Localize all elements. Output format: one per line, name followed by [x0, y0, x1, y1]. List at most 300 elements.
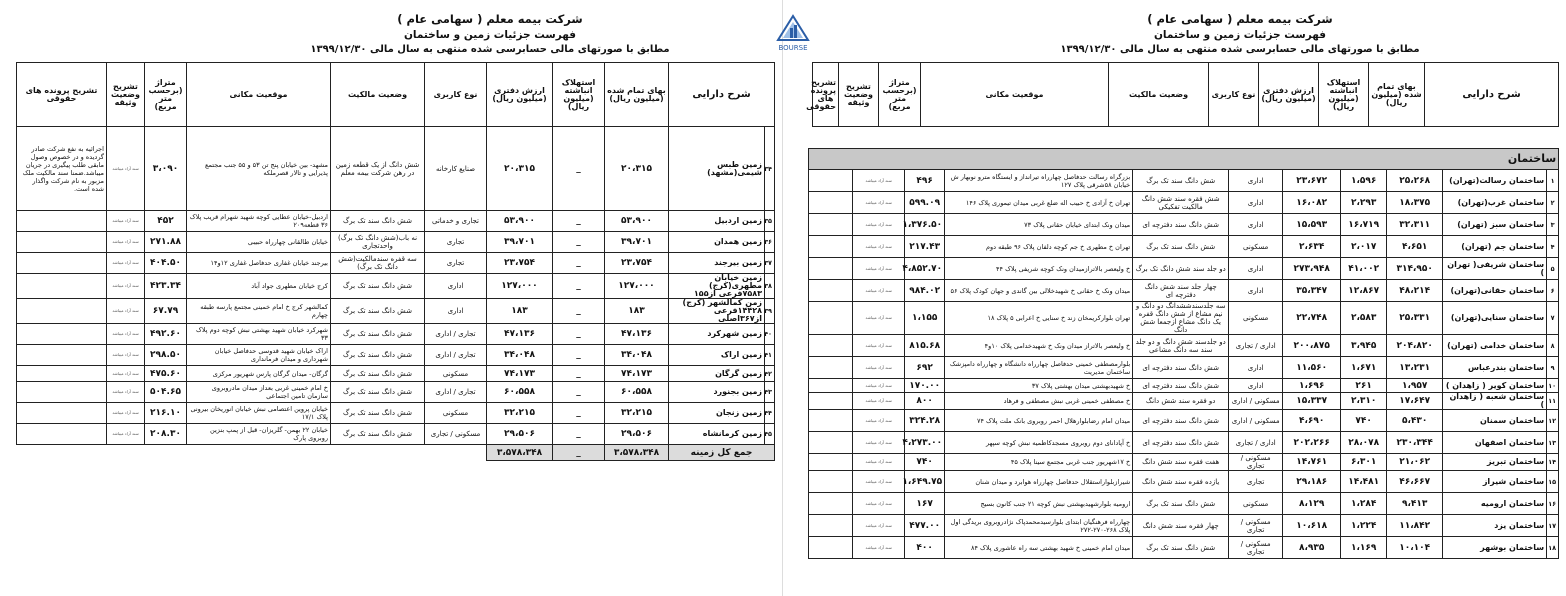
area-value: ۴۹۶	[905, 170, 945, 192]
cost-value: ۵۳،۹۰۰	[605, 211, 669, 232]
area-value: ۴۲۳.۳۴	[145, 274, 187, 299]
usage-type: تجاری و خدماتی	[425, 211, 487, 232]
depr-value: ۱،۲۲۴	[1341, 515, 1387, 537]
area-value: ۱۶۷	[905, 493, 945, 515]
building-row	[809, 357, 1559, 379]
building-row	[809, 379, 1559, 393]
land-row	[17, 424, 775, 445]
col-ownership: وضعیت مالکیت	[331, 63, 425, 127]
asset-name: ساختمان تبریز	[1443, 454, 1547, 471]
area-value: ۳۲۴.۲۸	[905, 410, 945, 432]
asset-name: ساختمان شریفی( تهران )	[1443, 258, 1547, 280]
land-row	[17, 403, 775, 424]
area-value: ۳،۰۹۰	[145, 127, 187, 211]
building-row	[809, 515, 1559, 537]
legal-note	[809, 214, 853, 236]
depr-value: ۲،۲۹۳	[1341, 192, 1387, 214]
asset-name: زمین اردبیل	[669, 211, 765, 232]
building-row	[809, 393, 1559, 410]
land-row	[17, 324, 775, 345]
asset-name: زمین گرگان	[669, 366, 765, 382]
asset-name: زمین شهرکرد	[669, 324, 765, 345]
ownership-status: چهار فقره سند شش دانگ	[1133, 515, 1229, 537]
asset-name: ساختمان ارومیه	[1443, 493, 1547, 515]
ownership-status: شش دانگ سند تک برگ	[331, 424, 425, 445]
asset-name: ساختمان بوشهر	[1443, 537, 1547, 559]
doc-status: سند آزاد میباشد	[853, 410, 905, 432]
ownership-status: شش دانگ سند تک برگ	[331, 211, 425, 232]
location-text: خ آپادانای دوم روبروی مسجدکاظمیه نبش کوچه سپهر	[945, 432, 1133, 454]
location-text: خ شهیدبهشتی میدان بهشتی پلاک ۳۷	[945, 379, 1133, 393]
row-index: ۳۸	[765, 274, 775, 299]
cost-value: ۱،۹۵۷	[1387, 379, 1443, 393]
usage-type: مسکونی	[1229, 493, 1283, 515]
row-index: ۱۱	[1547, 393, 1559, 410]
asset-name: ساختمان شیراز	[1443, 471, 1547, 493]
ownership-status: شش دانگ سند تک برگ	[331, 366, 425, 382]
location-text: تهران خ مطهری خ جم کوچه دلفان پلاک ۹۶ طبقه دوم	[945, 236, 1133, 258]
depr-value: _	[553, 211, 605, 232]
ownership-status: شش دانگ سند تک برگ	[1133, 537, 1229, 559]
area-value: ۲۹۸.۵۰	[145, 345, 187, 366]
depr-value: ۱،۲۸۴	[1341, 493, 1387, 515]
row-index: ۱۲	[1547, 410, 1559, 432]
usage-type: تجاری	[1229, 471, 1283, 493]
cost-value: ۷۴،۱۷۳	[605, 366, 669, 382]
col-location-right: موقعیت مکانی	[921, 63, 1109, 127]
depr-value: _	[553, 366, 605, 382]
area-value: ۵۹۹.۰۹	[905, 192, 945, 214]
doc-status: سند آزاد میباشد	[853, 432, 905, 454]
doc-status: سند آزاد میباشد	[853, 258, 905, 280]
ownership-status: شش دانگ سند دفترچه ای	[1133, 410, 1229, 432]
depr-value: _	[553, 424, 605, 445]
location-text: شهرکرد خیابان شهید بهشتی نبش کوچه دوم پلاک ۳۳	[187, 324, 331, 345]
usage-type: اداری	[1229, 280, 1283, 302]
book-value: ۱۵،۳۳۷	[1283, 393, 1341, 410]
location-text: چهارراه فرهنگیان ابتدای بلوارسیدمحمدپاک نژادروبروی بریدگی اول پلاک ۲۶۸-۲۷۰-۲۷۲	[945, 515, 1133, 537]
area-value: ۴۹۲.۶۰	[145, 324, 187, 345]
area-value: ۴،۸۵۲.۷۰	[905, 258, 945, 280]
col-legal-right: تشریح پرونده های حقوقی	[813, 63, 839, 127]
area-value: ۱،۱۵۵	[905, 302, 945, 335]
book-value: ۲۰،۳۱۵	[487, 127, 553, 211]
doc-status: سند آزاد میباشد	[853, 393, 905, 410]
cost-value: ۳۱۴،۹۵۰	[1387, 258, 1443, 280]
row-index: ۹	[1547, 357, 1559, 379]
row-index: ۳۴	[765, 127, 775, 211]
doc-status: سند آزاد میباشد	[853, 280, 905, 302]
usage-type: مسکونی	[1229, 236, 1283, 258]
usage-type: اداری	[1229, 379, 1283, 393]
building-row	[809, 537, 1559, 559]
building-row	[809, 170, 1559, 192]
depr-value: ۲۶۱	[1341, 379, 1387, 393]
location-text: میدان امام رضابلوارهلال احمر روبروی بانک ملت پلاک ۷۴	[945, 410, 1133, 432]
asset-name: ساختمان جم (تهران)	[1443, 236, 1547, 258]
depr-value: _	[553, 299, 605, 324]
legal-note	[809, 280, 853, 302]
book-value: ۳۲،۲۱۵	[487, 403, 553, 424]
doc-status: سند آزاد میباشد	[853, 493, 905, 515]
book-value: ۱۲۷،۰۰۰	[487, 274, 553, 299]
asset-name: ساختمان حقانی(تهران)	[1443, 280, 1547, 302]
row-index: ۲	[1547, 192, 1559, 214]
section-row	[809, 149, 1559, 170]
location-text: کمالشهر کرج خ امام خمینی مجتمع پارسه طبقه چهارم	[187, 299, 331, 324]
area-value: ۴،۲۷۳.۰۰	[905, 432, 945, 454]
building-row	[809, 192, 1559, 214]
section-title: ساختمان	[809, 149, 1559, 170]
usage-type: اداری / تجاری	[1229, 335, 1283, 357]
cost-value: ۴۸،۲۱۴	[1387, 280, 1443, 302]
area-value: ۴۷۷.۰۰	[905, 515, 945, 537]
ownership-status: شش فقره سند شش دانگ مالکیت تفکیکی	[1133, 192, 1229, 214]
row-index: ۱۷	[1547, 515, 1559, 537]
usage-type: اداری	[1229, 258, 1283, 280]
usage-type: مسکونی / تجاری	[1229, 515, 1283, 537]
cost-value: ۲۱،۰۶۲	[1387, 454, 1443, 471]
ownership-status: شش دانگ سند تک برگ	[331, 274, 425, 299]
legal-note	[809, 302, 853, 335]
doc-status: سند آزاد میباشد	[107, 424, 145, 445]
legal-note	[17, 274, 107, 299]
legal-note	[809, 493, 853, 515]
location-text: خیابان پروین اعتصامی نبش خیابان انوریخان بیرونی پلاک ۱۷/۱	[187, 403, 331, 424]
usage-type: مسکونی / اداری	[1229, 393, 1283, 410]
legal-note	[809, 432, 853, 454]
location-text: بلوارمصطفی خمینی حدفاصل چهارراه دانشگاه و چهارراه دامپزشک ساختمان مدیریت	[945, 357, 1133, 379]
location-text: کرج خیابان مطهری جواد آباد	[187, 274, 331, 299]
land-row	[17, 382, 775, 403]
usage-type: اداری	[1229, 214, 1283, 236]
area-value: ۲۱۷.۴۳	[905, 236, 945, 258]
ownership-status: شش دانگ سند تک برگ	[1133, 493, 1229, 515]
doc-status: سند آزاد میباشد	[853, 170, 905, 192]
asset-name: ساختمان سمنان	[1443, 410, 1547, 432]
ownership-status: شش دانگ از یک قطعه زمین در رهن شرکت بیمه معلم	[331, 127, 425, 211]
book-value: ۱۵،۵۹۳	[1283, 214, 1341, 236]
land-row	[17, 366, 775, 382]
total-depr: _	[553, 445, 605, 461]
ownership-status: دو جلدسند شش دانگ و دو جلد سند سه دانگ مشاعی	[1133, 335, 1229, 357]
depr-value: _	[553, 345, 605, 366]
asset-name: زمین کرمانشاه	[669, 424, 765, 445]
building-row	[809, 335, 1559, 357]
building-header-table	[806, 62, 1559, 127]
location-text: خ مصطفی خمینی غربی نبش مصطفی و فرهاد	[945, 393, 1133, 410]
row-index: ۳۹	[765, 299, 775, 324]
left-header	[270, 12, 710, 55]
depr-value: ۱۶،۷۱۹	[1341, 214, 1387, 236]
book-value: ۵۳،۹۰۰	[487, 211, 553, 232]
location-text: اراک خیابان شهید قدوسی حدفاصل خیابان شهرداری و میدان فرمانداری	[187, 345, 331, 366]
depr-value: ۱،۵۹۶	[1341, 170, 1387, 192]
cost-value: ۲۰۴،۸۲۰	[1387, 335, 1443, 357]
location-text: میدان ونک خ حقانی خ شهیدخلالی بین گاندی و جهان کودک پلاک ۵۶	[945, 280, 1133, 302]
cost-value: ۲۰،۳۱۵	[605, 127, 669, 211]
depr-value: _	[553, 274, 605, 299]
legal-note: اجرائیه به نفع شرکت صادر گردیده و در خصوص وصول مابقی طلب پیگیری در جریان میباشد.ضمنا سند مالکیت ملک مزبور به نام شرکت واگذار شده است.	[17, 127, 107, 211]
col-book: ارزش دفتری (میلیون ریال)	[487, 63, 553, 127]
usage-type: مسکونی	[1229, 302, 1283, 335]
asset-name: ساختمان اصفهان	[1443, 432, 1547, 454]
row-index: ۴۴	[765, 403, 775, 424]
area-value: ۱،۶۴۹.۷۵	[905, 471, 945, 493]
row-index: ۳۷	[765, 253, 775, 274]
ownership-status: هفت فقره سند شش دانگ	[1133, 454, 1229, 471]
area-value: ۲۱۶.۱۰	[145, 403, 187, 424]
depr-value: _	[553, 253, 605, 274]
asset-name: زمین بیرجند	[669, 253, 765, 274]
depr-value: _	[553, 232, 605, 253]
ownership-status: شش دانگ سند تک برگ	[331, 345, 425, 366]
area-value: ۴۵۲	[145, 211, 187, 232]
col-depr: استهلاک انباشته (میلیون ریال)	[553, 63, 605, 127]
doc-status: سند آزاد میباشد	[853, 236, 905, 258]
book-value: ۱،۶۹۶	[1283, 379, 1341, 393]
doc-status: سند آزاد میباشد	[107, 211, 145, 232]
row-index: ۴۱	[765, 345, 775, 366]
book-value: ۲۹،۱۸۶	[1283, 471, 1341, 493]
asset-name: ساختمان یزد	[1443, 515, 1547, 537]
bourse-logo-icon	[770, 14, 816, 56]
land-row	[17, 345, 775, 366]
area-value: ۸۰۰	[905, 393, 945, 410]
location-text: گرگان- میدان گرگان پارس شهریور مرکزی	[187, 366, 331, 382]
building-row	[809, 280, 1559, 302]
doc-status: سند آزاد میباشد	[853, 192, 905, 214]
book-value: ۱۱،۵۶۰	[1283, 357, 1341, 379]
cost-value: ۲۵،۲۶۸	[1387, 170, 1443, 192]
row-index: ۸	[1547, 335, 1559, 357]
book-value: ۱۸۳	[487, 299, 553, 324]
row-index: ۳	[1547, 214, 1559, 236]
doc-status: سند آزاد میباشد	[107, 253, 145, 274]
doc-status: سند آزاد میباشد	[853, 537, 905, 559]
doc-status: سند آزاد میباشد	[853, 454, 905, 471]
cost-value: ۲۵،۳۳۱	[1387, 302, 1443, 335]
legal-note	[809, 357, 853, 379]
cost-value: ۱۲۷،۰۰۰	[605, 274, 669, 299]
legal-note	[809, 379, 853, 393]
depr-value: ۲۸،۰۷۸	[1341, 432, 1387, 454]
land-row	[17, 253, 775, 274]
location-text: خیابان طالقانی چهارراه حبیبی	[187, 232, 331, 253]
book-value: ۱۰،۶۱۸	[1283, 515, 1341, 537]
usage-type: مسکونی	[425, 366, 487, 382]
book-value: ۳۴،۰۴۸	[487, 345, 553, 366]
usage-type: مسکونی / تجاری	[1229, 537, 1283, 559]
legal-note	[809, 335, 853, 357]
legal-note	[17, 253, 107, 274]
legal-note	[17, 345, 107, 366]
doc-status: سند آزاد میباشد	[107, 382, 145, 403]
doc-status: سند آزاد میباشد	[107, 403, 145, 424]
ownership-status: نه باب(شش دانگ تک برگ) واحدتجاری	[331, 232, 425, 253]
usage-type: اداری	[1229, 357, 1283, 379]
cost-value: ۵،۴۳۰	[1387, 410, 1443, 432]
cost-value: ۱۸،۳۷۵	[1387, 192, 1443, 214]
legal-note	[17, 211, 107, 232]
location-text: خ ولیعصر بالاتراز میدان ونک خ شهیدخدامی پلاک ۱۰و۴	[945, 335, 1133, 357]
doc-status: سند آزاد میباشد	[107, 366, 145, 382]
ownership-status: شش دانگ سند تک برگ	[1133, 170, 1229, 192]
cost-value: ۳۹،۷۰۱	[605, 232, 669, 253]
report-title-right: فهرست جزئیات زمین و ساختمان	[1153, 29, 1327, 41]
usage-type: اداری / تجاری	[1229, 432, 1283, 454]
total-book: ۳،۵۷۸،۳۴۸	[487, 445, 553, 461]
row-index: ۱۸	[1547, 537, 1559, 559]
building-table	[808, 148, 1559, 559]
usage-type: اداری	[425, 274, 487, 299]
legal-note	[809, 170, 853, 192]
doc-status: سند آزاد میباشد	[853, 379, 905, 393]
depr-value: ۷۴۰	[1341, 410, 1387, 432]
location-text: تهران خ آزادی خ حبیب اله ضلع غربی میدان تیموری پلاک ۱۴۶	[945, 192, 1133, 214]
bourse-logo	[770, 14, 816, 56]
location-text: خیابان ۲۲ بهمن- گلریزان- قبل از پمپ بنزین روبروی پارک	[187, 424, 331, 445]
asset-name: زمین طبس شیمی(مشهد)	[669, 127, 765, 211]
total-row	[17, 445, 775, 461]
col-area-right: متراژ (برحسب متر مربع)	[879, 63, 921, 127]
row-index: ۱۵	[1547, 471, 1559, 493]
usage-type: اداری	[1229, 170, 1283, 192]
legal-note	[17, 324, 107, 345]
legal-note	[809, 454, 853, 471]
land-row	[17, 299, 775, 324]
usage-type: تجاری / اداری	[425, 345, 487, 366]
row-index: ۵	[1547, 258, 1559, 280]
building-row	[809, 471, 1559, 493]
building-row	[809, 302, 1559, 335]
report-subtitle: مطابق با صورتهای مالی حسابرسی شده منتهی به سال مالی ۱۳۹۹/۱۲/۳۰	[310, 44, 670, 55]
ownership-status: سه جلدسندششدانگ دو دانگ و نیم مشاع از شش دانگ قفره یک دانگ مشاع ازجمعا شش دانگ	[1133, 302, 1229, 335]
asset-name: زمن کمالشهر (کرج) ۱۴۴۲۸فرعی از۳۶۷اصلی	[669, 299, 765, 324]
col-usage-right: نوع کاربری	[1209, 63, 1259, 127]
row-index: ۴۲	[765, 366, 775, 382]
building-row	[809, 214, 1559, 236]
usage-type: تجاری	[425, 232, 487, 253]
cost-value: ۴۶،۶۶۷	[1387, 471, 1443, 493]
legal-note	[809, 258, 853, 280]
book-value: ۳۹،۷۰۱	[487, 232, 553, 253]
col-location: موقعیت مکانی	[187, 63, 331, 127]
row-index: ۴۳	[765, 382, 775, 403]
ownership-status: شش دانگ سند تک برگ	[331, 324, 425, 345]
area-value: ۷۴۰	[905, 454, 945, 471]
ownership-status: شش دانگ سند تک برگ	[331, 382, 425, 403]
legal-note	[809, 236, 853, 258]
usage-type: مسکونی / تجاری	[1229, 454, 1283, 471]
depr-value: ۲،۵۸۳	[1341, 302, 1387, 335]
book-value: ۸،۹۳۵	[1283, 537, 1341, 559]
depr-value: _	[553, 403, 605, 424]
asset-name: زمین زنجان	[669, 403, 765, 424]
col-area: متراژ (برحسب متر مربع)	[145, 63, 187, 127]
location-text: ارومیه بلوارشهیدبهشتی نبش کوچه ۲۱ جنب کانون بسیج	[945, 493, 1133, 515]
legal-note	[17, 424, 107, 445]
legal-note	[809, 410, 853, 432]
cost-value: ۲۳،۷۵۴	[605, 253, 669, 274]
asset-name: زمین همدان	[669, 232, 765, 253]
cost-value: ۳۲،۳۱۱	[1387, 214, 1443, 236]
area-value: ۹۸۴.۰۲	[905, 280, 945, 302]
location-text: اردبیل-خیابان عطایی کوچه شهید شهرام قریب پلاک ۳۶ قطعه۲۰۹	[187, 211, 331, 232]
logo-text: BOURSE	[778, 44, 808, 52]
doc-status: سند آزاد میباشد	[107, 345, 145, 366]
location-text: شیرازبلواراستقلال حدفاصل چهارراه هوابرد و میدان شنان	[945, 471, 1133, 493]
cost-value: ۳۴،۰۴۸	[605, 345, 669, 366]
legal-note	[17, 232, 107, 253]
area-value: ۴۷۵.۶۰	[145, 366, 187, 382]
location-text: بزرگراه رسالت حدفاصل چهارراه تیرانداز و ایستگاه مترو نوبهار ش خیابان ۵۸شرقی پلاک ۱۲۷	[945, 170, 1133, 192]
doc-status: سند آزاد میباشد	[107, 232, 145, 253]
ownership-status: شش دانگ سند دفترچه ای	[1133, 214, 1229, 236]
depr-value: ۲،۳۱۰	[1341, 393, 1387, 410]
row-index: ۶	[1547, 280, 1559, 302]
asset-name: ساختمان سنایی(تهران)	[1443, 302, 1547, 335]
col-ownership-right: وضعیت مالکیت	[1109, 63, 1209, 127]
depr-value: ۱۴،۴۸۱	[1341, 471, 1387, 493]
doc-status: سند آزاد میباشد	[853, 302, 905, 335]
legal-note	[17, 299, 107, 324]
usage-type: مسکونی	[425, 403, 487, 424]
col-legal: تشریح پرونده های حقوقی	[17, 63, 107, 127]
col-cost: بهای تمام شده (میلیون ریال)	[605, 63, 669, 127]
usage-type: مسکونی / اداری	[1229, 410, 1283, 432]
area-value: ۶۹۲	[905, 357, 945, 379]
row-index: ۷	[1547, 302, 1559, 335]
ownership-status: دو فقره سند شش دانگ	[1133, 393, 1229, 410]
legal-note	[17, 403, 107, 424]
usage-type: اداری	[425, 299, 487, 324]
cost-value: ۱۳،۲۳۱	[1387, 357, 1443, 379]
ownership-status: شش دانگ سند دفترچه ای	[1133, 432, 1229, 454]
depr-value: ۱،۱۶۹	[1341, 537, 1387, 559]
row-index: ۱۴	[1547, 454, 1559, 471]
usage-type: مسکونی / تجاری	[425, 424, 487, 445]
book-value: ۷۴،۱۷۳	[487, 366, 553, 382]
land-table	[16, 62, 775, 461]
book-value: ۲۳،۷۵۴	[487, 253, 553, 274]
cost-value: ۹،۴۱۳	[1387, 493, 1443, 515]
legal-note	[809, 471, 853, 493]
asset-name: ساختمان سبز (تهران)	[1443, 214, 1547, 236]
asset-name: زمین اراک	[669, 345, 765, 366]
asset-name: ساختمان کویر ( زاهدان )	[1443, 379, 1547, 393]
cost-value: ۳۲،۲۱۵	[605, 403, 669, 424]
book-value: ۲۷۳،۹۴۸	[1283, 258, 1341, 280]
usage-type: تجاری	[425, 253, 487, 274]
building-row	[809, 258, 1559, 280]
asset-name: ساختمان شعبه ( زاهدان )	[1443, 393, 1547, 410]
asset-name: زمین بجنورد	[669, 382, 765, 403]
usage-type: اداری	[1229, 192, 1283, 214]
depr-value: ۳،۹۴۵	[1341, 335, 1387, 357]
col-cost-right: بهای تمام شده (میلیون ریال)	[1369, 63, 1425, 127]
building-row	[809, 410, 1559, 432]
location-text: خ ولیعصر بالاترازمیدان ونک کوچه شریفی پلاک ۴۴	[945, 258, 1133, 280]
book-value: ۱۴،۷۶۱	[1283, 454, 1341, 471]
building-row	[809, 493, 1559, 515]
ownership-status: چهار جلد سند شش دانگ دفترچه ای	[1133, 280, 1229, 302]
doc-status: سند آزاد میباشد	[853, 471, 905, 493]
ownership-status: شش دانگ سند دفترچه ای	[1133, 379, 1229, 393]
col-usage: نوع کاربری	[425, 63, 487, 127]
land-row	[17, 274, 775, 299]
row-index: ۱	[1547, 170, 1559, 192]
